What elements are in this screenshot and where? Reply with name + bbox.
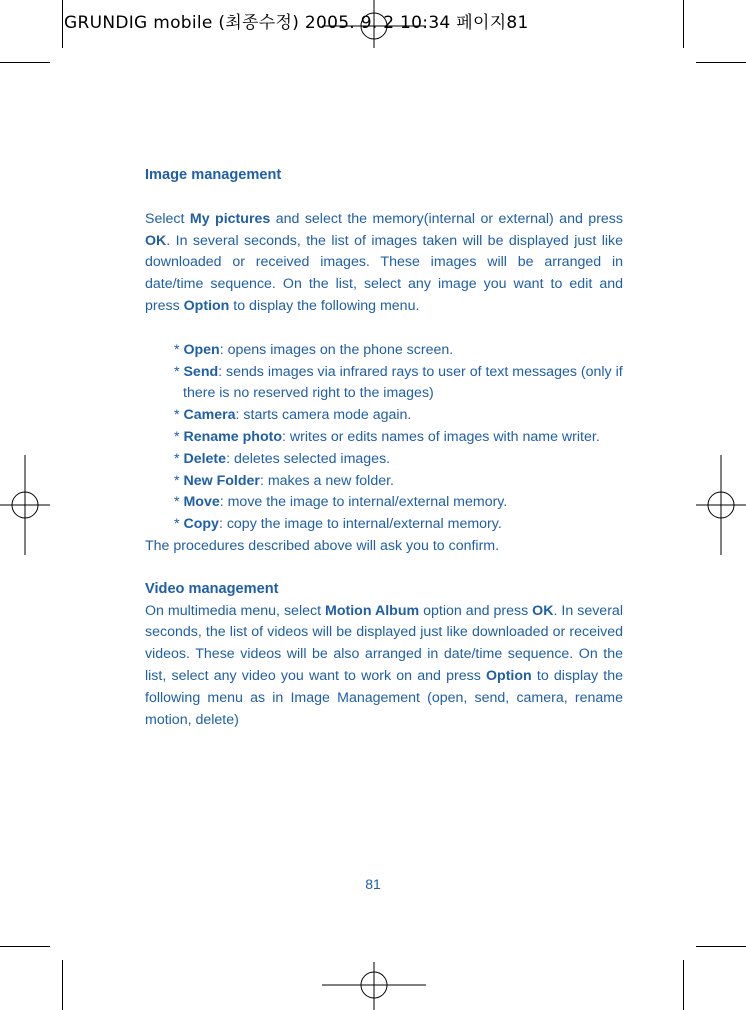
confirm-note: The procedures described above will ask you to confirm. — [145, 537, 500, 554]
item-desc: : copy the image to internal/external memory. — [218, 516, 502, 533]
item-desc: : starts camera mode again. — [235, 407, 412, 424]
list-item-new-folder: * New Folder: makes a new folder. — [174, 472, 394, 489]
registration-mark-left-icon — [0, 455, 50, 555]
intro-text-2: and select the memory(internal or external) and press — [270, 210, 623, 227]
list-item-copy: * Copy: copy the image to internal/external memory. — [174, 516, 502, 533]
item-name: New Folder — [183, 472, 260, 489]
intro-text-4: to display the following menu. — [229, 297, 420, 314]
crop-mark-bottom-left-v — [62, 960, 63, 1010]
image-option-menu-list — [145, 340, 623, 536]
intro-bold-my-pictures: My pictures — [189, 210, 271, 227]
video-bold-ok: OK — [532, 602, 554, 619]
video-text-2: option and press — [419, 602, 533, 619]
item-name: Delete — [183, 450, 227, 467]
video-text-4: to display the following menu as in Image Management (open, send, camera, rename motion, delete) — [145, 667, 623, 728]
registration-mark-right-icon — [696, 455, 746, 555]
list-item-rename-photo: * Rename photo: writes or edits names of images with name writer. — [174, 428, 600, 445]
item-desc: : makes a new folder. — [259, 472, 394, 489]
video-text-1: On multimedia menu, select — [145, 602, 326, 619]
item-name: Open — [183, 341, 220, 358]
list-item-move: * Move: move the image to internal/external memory. — [174, 494, 508, 511]
crop-mark-bottom-left-h — [0, 946, 50, 947]
intro-bold-option: Option — [183, 297, 230, 314]
item-desc: : opens images on the phone screen. — [219, 341, 454, 358]
item-desc: : writes or edits names of images with name writer. — [282, 428, 600, 445]
list-item-open: * Open: opens images on the phone screen. — [174, 341, 454, 358]
list-item-delete: * Delete: deletes selected images. — [174, 450, 391, 467]
crop-mark-bottom-right-v — [683, 960, 684, 1010]
item-name: Camera — [183, 407, 236, 424]
print-header: GRUNDIG mobile (최종수정) 2005. 9. 2 10:34 페이지81 — [64, 13, 529, 33]
crop-mark-top-left-v — [62, 0, 63, 48]
item-desc: : move the image to internal/external memory. — [219, 494, 508, 511]
item-name: Move — [183, 494, 220, 511]
video-management-body — [145, 601, 623, 732]
intro-text-1: Select — [145, 210, 190, 227]
crop-mark-top-right-v — [683, 0, 684, 48]
video-bold-option: Option — [486, 667, 532, 684]
list-item-camera: * Camera: starts camera mode again. — [174, 407, 412, 424]
item-desc: : sends images via infrared rays to user of text messages (only if there is no reserved right to the images) — [183, 363, 623, 402]
item-name: Rename photo — [183, 428, 282, 445]
intro-bold-ok: OK — [145, 232, 167, 249]
video-bold-motion-album: Motion Album — [325, 602, 420, 619]
page-number: 81 — [365, 876, 381, 892]
item-name: Copy — [183, 516, 219, 533]
item-desc: : deletes selected images. — [226, 450, 391, 467]
crop-mark-bottom-right-h — [696, 946, 746, 947]
image-management-intro — [145, 209, 623, 318]
video-text-3: . In several seconds, the list of videos will be displayed just like downloaded or received videos. These videos will be also arranged in date/time sequence. On the list, select any video you want to work on and press — [145, 602, 623, 684]
image-management-heading: Image management — [145, 167, 282, 183]
registration-mark-bottom-icon — [322, 960, 426, 1010]
crop-mark-top-right-h — [696, 62, 746, 63]
crop-mark-top-left-h — [0, 62, 50, 63]
intro-text-3: . In several seconds, the list of images taken will be displayed just like downloaded or received images. These images will be arranged in date/time sequence. On the list, select any image you want to edit and press — [145, 232, 623, 314]
manual-content — [145, 165, 623, 731]
registration-mark-top-icon — [322, 0, 426, 50]
video-management-heading: Video management — [145, 580, 279, 597]
item-name: Send — [183, 363, 219, 380]
list-item-send: * Send: sends images via infrared rays to user of text messages (only if there is no reserved right to the images) — [174, 363, 623, 402]
